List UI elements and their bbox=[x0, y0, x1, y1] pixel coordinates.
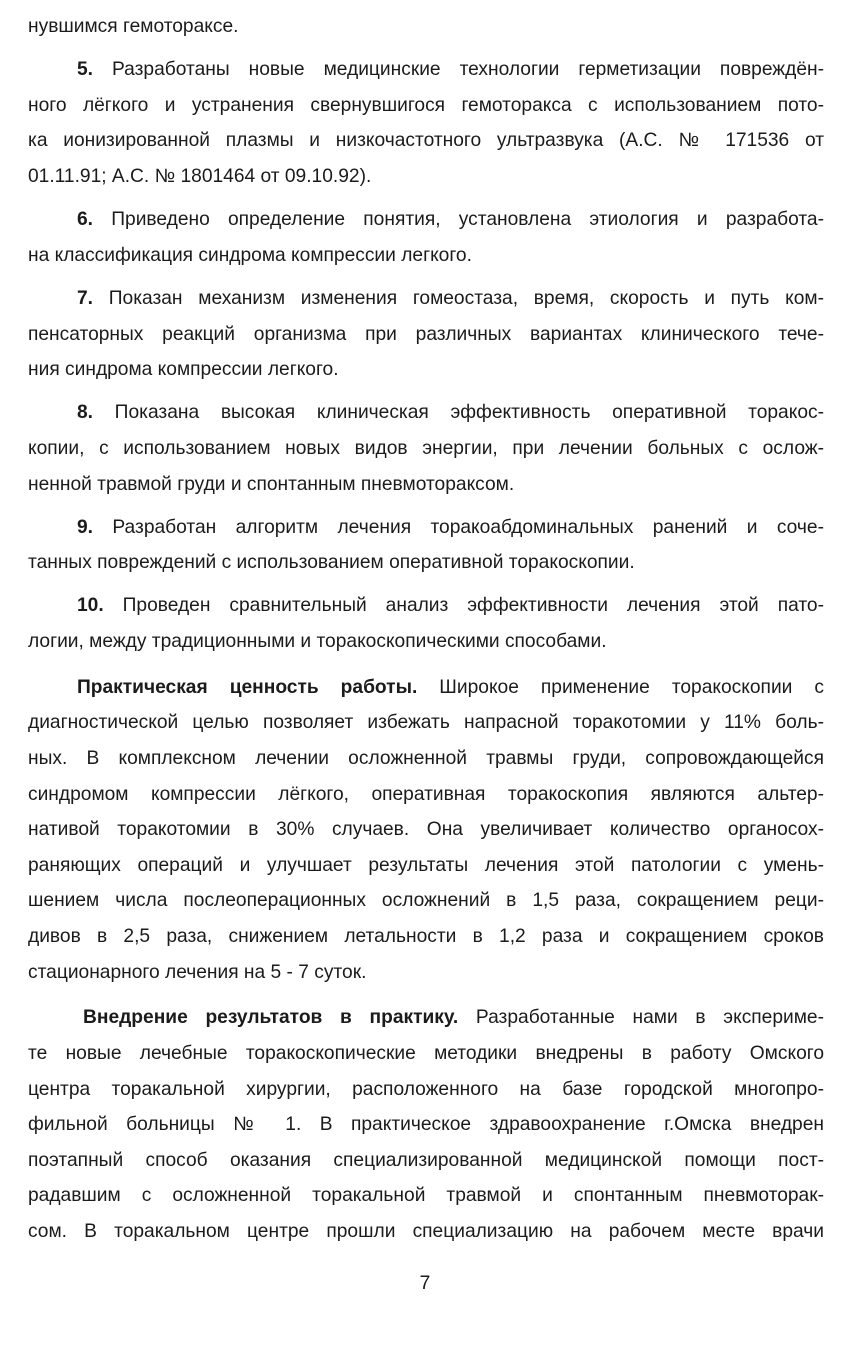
practical-value-line-3: ных. В комплексном лечении осложненной травмы груди, сопровождающейся bbox=[28, 748, 824, 770]
item-5-number: 5. bbox=[77, 59, 94, 81]
item-6-line-2: на классификация синдрома компрессии легкого. bbox=[28, 244, 472, 266]
practical-value-line-6: раняющих операций и улучшает результаты лечения этой патологии с умень- bbox=[28, 854, 824, 876]
implementation-line-5: поэтапный способ оказания специализированной медицинской помощи пост- bbox=[28, 1149, 824, 1171]
item-5-line-2: ного лёгкого и устранения свернувшигося гемоторакса с использованием пото- bbox=[28, 94, 824, 116]
practical-value-line-4: синдромом компрессии лёгкого, оперативная торакоскопия являются альтер- bbox=[28, 783, 824, 805]
practical-value-heading: Практическая ценность работы. bbox=[77, 676, 418, 698]
item-7-line-1: 7. Показан механизм изменения гомеостаза, время, скорость и путь ком- bbox=[77, 287, 824, 309]
item-10-line-2: логии, между традиционными и торакоскопическими способами. bbox=[28, 631, 607, 653]
item-10-line-1: 10. Проведен сравнительный анализ эффективности лечения этой пато- bbox=[77, 595, 824, 617]
item-9-number: 9. bbox=[77, 516, 94, 538]
item-7-line-2: пенсаторных реакций организма при различных вариантах клинического тече- bbox=[28, 323, 824, 345]
item-7-number: 7. bbox=[77, 287, 94, 309]
item-6-number: 6. bbox=[77, 209, 94, 231]
item-9-line-2: танных повреждений с использованием оперативной торакоскопии. bbox=[28, 552, 635, 574]
item-5-line-3: ка ионизированной плазмы и низкочастотного ультразвука (А.С. № 171536 от bbox=[28, 130, 824, 152]
item-9-line-1: 9. Разработан алгоритм лечения торакоабдоминальных ранений и сочe- bbox=[77, 516, 824, 538]
document-page bbox=[28, 9, 824, 1250]
practical-value-line-2: диагностической целью позволяет избежать напрасной торакотомии у 11% боль- bbox=[28, 712, 824, 734]
item-5-line-1: 5. Разработаны новые медицинские технологии герметизации повреждён- bbox=[77, 59, 824, 81]
implementation-line-6: радавшим с осложненной торакальной травмой и спонтанным пневмоторак- bbox=[28, 1185, 824, 1207]
practical-value-line-9: стационарного лечения на 5 - 7 суток. bbox=[28, 961, 367, 983]
implementation-line-2: те новые лечебные торакоскопические методики внедрены в работу Омского bbox=[28, 1042, 824, 1064]
item-8-line-3: ненной травмой груди и спонтанным пневмотораксом. bbox=[28, 473, 515, 495]
item-5-line-4: 01.11.91; А.С. № 1801464 от 09.10.92). bbox=[28, 165, 372, 187]
item-6-line-1: 6. Приведено определение понятия, установлена этиология и разработа- bbox=[77, 209, 824, 231]
page-number: 7 bbox=[419, 1273, 431, 1294]
item-8-line-2: копии, с использованием новых видов энергии, при лечении больных с ослож- bbox=[28, 437, 824, 459]
item-8-line-1: 8. Показана высокая клиническая эффективность оперативной торакос- bbox=[77, 402, 824, 424]
implementation-line-7: сом. В торакальном центре прошли специализацию на рабочем месте врачи bbox=[28, 1220, 824, 1242]
implementation-line-4: фильной больницы № 1. В практическое здравоохранение г.Омска внедрен bbox=[28, 1114, 824, 1136]
implementation-heading: Внедрение результатов в практику. bbox=[83, 1007, 459, 1029]
item-7-line-3: ния синдрома компрессии легкого. bbox=[28, 359, 339, 381]
practical-value-line-1: Практическая ценность работы. Широкое применение торакоскопии с bbox=[77, 676, 824, 698]
paragraph-continuation-line: нувшимся гемотораксе. bbox=[28, 16, 239, 37]
item-8-number: 8. bbox=[77, 402, 94, 424]
implementation-line-1: Внедрение результатов в практику. Разработанные нами в экспериме- bbox=[83, 1007, 824, 1029]
item-10-number: 10. bbox=[77, 595, 104, 617]
implementation-line-3: центра торакальной хирургии, расположенного на базе городской многопро- bbox=[28, 1078, 824, 1100]
practical-value-line-8: дивов в 2,5 раза, снижением летальности в 1,2 раза и сокращением сроков bbox=[28, 926, 824, 947]
practical-value-line-5: нативой торакотомии в 30% случаев. Она увеличивает количество органосох- bbox=[28, 819, 824, 841]
practical-value-line-7: шением числа послеоперационных осложнений в 1,5 раза, сокращением реци- bbox=[28, 890, 824, 912]
